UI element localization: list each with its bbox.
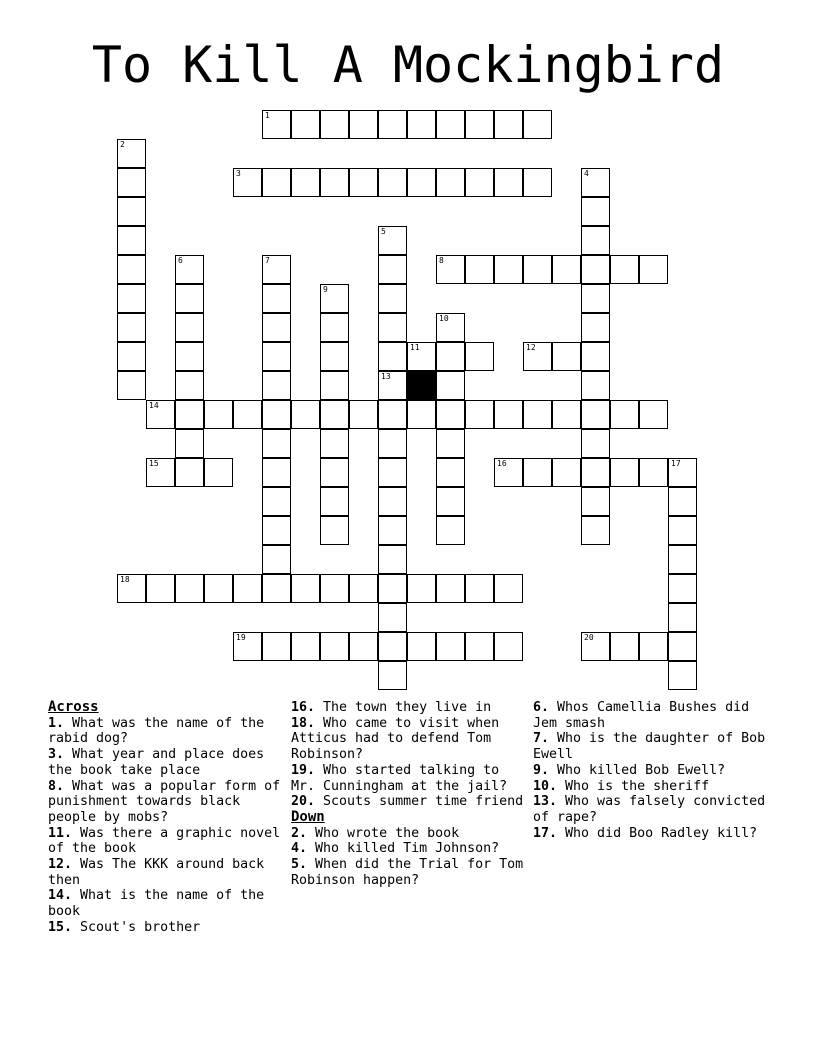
- grid-cell[interactable]: [378, 110, 407, 139]
- grid-cell[interactable]: [262, 516, 291, 545]
- grid-cell[interactable]: [175, 574, 204, 603]
- grid-cell[interactable]: [407, 400, 436, 429]
- grid-cell[interactable]: [117, 342, 146, 371]
- grid-cell[interactable]: [320, 168, 349, 197]
- grid-cell[interactable]: [349, 632, 378, 661]
- grid-cell[interactable]: [378, 371, 407, 400]
- clue-down-6: 6. Whos Camellia Bushes did Jem smash: [533, 700, 750, 731]
- grid-cell[interactable]: [320, 110, 349, 139]
- clue-number: 11: [410, 343, 420, 352]
- clue-down-17: 17. Who did Boo Radley kill?: [533, 825, 758, 841]
- clue-number: 7: [265, 256, 270, 265]
- grid-cell[interactable]: [378, 255, 407, 284]
- grid-cell[interactable]: [320, 632, 349, 661]
- grid-cell[interactable]: [262, 429, 291, 458]
- grid-cell[interactable]: [494, 168, 523, 197]
- grid-cell[interactable]: [146, 574, 175, 603]
- grid-cell[interactable]: [581, 400, 610, 429]
- clue-across-12: 12. Was The KKK around back then: [48, 857, 265, 888]
- grid-cell[interactable]: [668, 603, 697, 632]
- grid-cell[interactable]: [233, 632, 262, 661]
- clue-across-11: 11. Was there a graphic novel of the book: [48, 825, 281, 857]
- clue-number: 12: [526, 343, 536, 352]
- clue-number: 6: [178, 256, 183, 265]
- grid-cell[interactable]: [581, 458, 610, 487]
- clue-number: 16: [497, 459, 507, 468]
- grid-cell[interactable]: [291, 168, 320, 197]
- grid-cell[interactable]: [378, 574, 407, 603]
- grid-cell[interactable]: [639, 458, 668, 487]
- grid-cell[interactable]: [581, 226, 610, 255]
- grid-cell[interactable]: [407, 574, 436, 603]
- grid-cell[interactable]: [436, 313, 465, 342]
- grid-cell[interactable]: [552, 255, 581, 284]
- grid-cell[interactable]: [349, 110, 378, 139]
- clue-number: 19: [236, 633, 246, 642]
- grid-cell[interactable]: [465, 400, 494, 429]
- grid-cell[interactable]: [494, 110, 523, 139]
- grid-cell[interactable]: [552, 458, 581, 487]
- grid-cell[interactable]: [320, 487, 349, 516]
- grid-cell[interactable]: [523, 110, 552, 139]
- grid-cell[interactable]: [581, 284, 610, 313]
- grid-cell[interactable]: [233, 574, 262, 603]
- grid-cell[interactable]: [581, 516, 610, 545]
- grid-cell[interactable]: [262, 574, 291, 603]
- clue-down-10: 10. Who is the sheriff: [533, 778, 710, 794]
- grid-cell[interactable]: [494, 400, 523, 429]
- grid-cell[interactable]: [262, 342, 291, 371]
- grid-cell[interactable]: [436, 458, 465, 487]
- grid-cell[interactable]: [117, 284, 146, 313]
- grid-cell[interactable]: [523, 400, 552, 429]
- grid-cell[interactable]: [320, 516, 349, 545]
- grid-cell[interactable]: [668, 487, 697, 516]
- grid-cell[interactable]: [436, 342, 465, 371]
- grid-cell[interactable]: [639, 632, 668, 661]
- clue-across-18: 18. Who came to visit when Atticus had to defend Tom Robinson?: [291, 715, 500, 763]
- grid-cell[interactable]: [378, 458, 407, 487]
- grid-cell[interactable]: [378, 487, 407, 516]
- grid-cell[interactable]: [610, 632, 639, 661]
- grid-cell[interactable]: [349, 400, 378, 429]
- grid-cell[interactable]: [494, 458, 523, 487]
- grid-cell[interactable]: [175, 342, 204, 371]
- grid-cell[interactable]: [581, 371, 610, 400]
- grid-cell[interactable]: [320, 429, 349, 458]
- grid-cell[interactable]: [262, 487, 291, 516]
- grid-cell[interactable]: [581, 429, 610, 458]
- grid-cell[interactable]: [436, 516, 465, 545]
- clues-column-1: [48, 700, 283, 936]
- clue-number: 17: [671, 459, 681, 468]
- grid-cell[interactable]: [552, 400, 581, 429]
- clue-across-14: 14. What is the name of the book: [48, 888, 265, 920]
- grid-cell[interactable]: [668, 574, 697, 603]
- grid-cell[interactable]: [378, 429, 407, 458]
- grid-cell[interactable]: [581, 168, 610, 197]
- grid-cell[interactable]: [117, 574, 146, 603]
- across-heading: Across: [48, 699, 99, 715]
- clue-number: 20: [584, 633, 594, 642]
- grid-cell[interactable]: [175, 429, 204, 458]
- clue-number: 13: [381, 372, 391, 381]
- grid-cell[interactable]: [291, 632, 320, 661]
- clue-number: 15: [149, 459, 159, 468]
- grid-cell[interactable]: [320, 400, 349, 429]
- grid-cell[interactable]: [668, 516, 697, 545]
- grid-cell[interactable]: [349, 168, 378, 197]
- clue-across-3: 3. What year and place does the book take place: [48, 747, 265, 778]
- clue-down-9: 9. Who killed Bob Ewell?: [533, 762, 726, 778]
- grid-cell[interactable]: [581, 197, 610, 226]
- clue-down-5: 5. When did the Trial for Tom Robinson happen?: [291, 857, 524, 888]
- grid-cell[interactable]: [407, 342, 436, 371]
- grid-cell[interactable]: [610, 458, 639, 487]
- grid-cell[interactable]: [320, 574, 349, 603]
- grid-cell[interactable]: [117, 313, 146, 342]
- grid-cell[interactable]: [204, 458, 233, 487]
- grid-cell[interactable]: [581, 632, 610, 661]
- grid-cell[interactable]: [117, 226, 146, 255]
- grid-cell[interactable]: [117, 197, 146, 226]
- clue-number: 14: [149, 401, 159, 410]
- grid-cell[interactable]: [378, 661, 407, 690]
- grid-cell[interactable]: [581, 487, 610, 516]
- grid-cell[interactable]: [523, 342, 552, 371]
- grid-cell[interactable]: [117, 371, 146, 400]
- grid-cell[interactable]: [436, 371, 465, 400]
- grid-cell[interactable]: [175, 313, 204, 342]
- grid-cell[interactable]: [436, 574, 465, 603]
- grid-cell[interactable]: [320, 371, 349, 400]
- grid-cell[interactable]: [320, 284, 349, 313]
- clue-across-19: 19. Who started talking to Mr. Cunningham at the jail?: [291, 762, 508, 794]
- grid-cell[interactable]: [378, 168, 407, 197]
- grid-cell[interactable]: [378, 632, 407, 661]
- clue-across-20: 20. Scouts summer time friend: [291, 794, 524, 810]
- grid-cell[interactable]: [523, 168, 552, 197]
- grid-cell[interactable]: [320, 342, 349, 371]
- grid-cell[interactable]: [175, 371, 204, 400]
- grid-cell[interactable]: [291, 400, 320, 429]
- grid-cell[interactable]: [668, 458, 697, 487]
- clue-number: 9: [323, 285, 328, 294]
- grid-cell[interactable]: [639, 400, 668, 429]
- grid-cell[interactable]: [610, 255, 639, 284]
- grid-cell[interactable]: [175, 284, 204, 313]
- grid-cell[interactable]: [378, 400, 407, 429]
- grid-cell[interactable]: [175, 400, 204, 429]
- grid-cell[interactable]: [436, 632, 465, 661]
- grid-cell[interactable]: [552, 342, 581, 371]
- grid-cell[interactable]: [233, 168, 262, 197]
- clue-number: 3: [236, 169, 241, 178]
- clue-number: 2: [120, 140, 125, 149]
- clue-number: 5: [381, 227, 386, 236]
- grid-cell[interactable]: [146, 458, 175, 487]
- grid-cell[interactable]: [436, 400, 465, 429]
- grid-cell[interactable]: [291, 110, 320, 139]
- clue-number: 10: [439, 314, 449, 323]
- grid-cell[interactable]: [262, 371, 291, 400]
- grid-cell[interactable]: [668, 632, 697, 661]
- clue-across-8: 8. What was a popular form of punishment towards black people by mobs?: [48, 778, 281, 825]
- clues-column-2: [291, 700, 531, 888]
- grid-cell[interactable]: [465, 632, 494, 661]
- grid-cell[interactable]: [262, 110, 291, 139]
- clues-column-3: [533, 700, 773, 841]
- grid-cell[interactable]: [378, 284, 407, 313]
- grid-cell[interactable]: [465, 342, 494, 371]
- grid-cell[interactable]: [262, 632, 291, 661]
- grid-cell[interactable]: [291, 574, 320, 603]
- clue-across-16: 16. The town they live in: [291, 700, 492, 715]
- puzzle-title: To Kill A Mockingbird: [91, 36, 725, 94]
- grid-cell[interactable]: [320, 313, 349, 342]
- grid-cell[interactable]: [378, 342, 407, 371]
- grid-cell[interactable]: [494, 255, 523, 284]
- grid-cell[interactable]: [262, 458, 291, 487]
- grid-cell[interactable]: [523, 458, 552, 487]
- clue-number: 1: [265, 111, 270, 120]
- grid-cell[interactable]: [262, 400, 291, 429]
- grid-cell[interactable]: [378, 603, 407, 632]
- grid-cell[interactable]: [175, 255, 204, 284]
- grid-cell[interactable]: [349, 574, 378, 603]
- grid-cell[interactable]: [436, 110, 465, 139]
- grid-cell[interactable]: [117, 139, 146, 168]
- grid-cell[interactable]: [436, 168, 465, 197]
- grid-cell[interactable]: [465, 255, 494, 284]
- grid-cell[interactable]: [378, 516, 407, 545]
- grid-cell[interactable]: [262, 284, 291, 313]
- grid-cell[interactable]: [204, 400, 233, 429]
- grid-cell[interactable]: [668, 661, 697, 690]
- grid-cell[interactable]: [639, 255, 668, 284]
- grid-cell[interactable]: [436, 429, 465, 458]
- clue-down-13: 13. Who was falsely convicted of rape?: [533, 794, 766, 825]
- down-heading: Down: [291, 808, 325, 825]
- grid-cell[interactable]: [146, 400, 175, 429]
- clue-across-15: 15. Scout's brother: [48, 919, 201, 935]
- grid-cell[interactable]: [378, 313, 407, 342]
- clue-number: 4: [584, 169, 589, 178]
- grid-cell[interactable]: [581, 313, 610, 342]
- grid-cell[interactable]: [407, 110, 436, 139]
- grid-cell[interactable]: [407, 168, 436, 197]
- grid-cell[interactable]: [378, 545, 407, 574]
- clue-across-1: 1. What was the name of the rabid dog?: [48, 715, 265, 747]
- grid-cell[interactable]: [262, 313, 291, 342]
- grid-cell[interactable]: [436, 487, 465, 516]
- grid-cell[interactable]: [581, 342, 610, 371]
- black-cell: [407, 371, 436, 400]
- grid-cell[interactable]: [465, 574, 494, 603]
- grid-cell[interactable]: [204, 574, 233, 603]
- grid-cell[interactable]: [233, 400, 262, 429]
- clue-down-7: 7. Who is the daughter of Bob Ewell: [533, 731, 766, 763]
- grid-cell[interactable]: [465, 110, 494, 139]
- grid-cell[interactable]: [117, 255, 146, 284]
- grid-cell[interactable]: [378, 226, 407, 255]
- clue-down-2: 2. Who wrote the book: [291, 825, 460, 841]
- grid-cell[interactable]: [610, 400, 639, 429]
- grid-cell[interactable]: [117, 168, 146, 197]
- grid-cell[interactable]: [175, 458, 204, 487]
- grid-cell[interactable]: [668, 545, 697, 574]
- grid-cell[interactable]: [494, 632, 523, 661]
- clue-number: 18: [120, 575, 130, 584]
- grid-cell[interactable]: [262, 545, 291, 574]
- clue-down-4: 4. Who killed Tim Johnson?: [291, 841, 500, 857]
- grid-cell[interactable]: [262, 255, 291, 284]
- clue-number: 8: [439, 256, 444, 265]
- grid-cell[interactable]: [320, 458, 349, 487]
- grid-cell[interactable]: [581, 255, 610, 284]
- grid-cell[interactable]: [494, 574, 523, 603]
- grid-cell[interactable]: [465, 168, 494, 197]
- grid-cell[interactable]: [262, 168, 291, 197]
- grid-cell[interactable]: [436, 255, 465, 284]
- grid-cell[interactable]: [523, 255, 552, 284]
- grid-cell[interactable]: [407, 632, 436, 661]
